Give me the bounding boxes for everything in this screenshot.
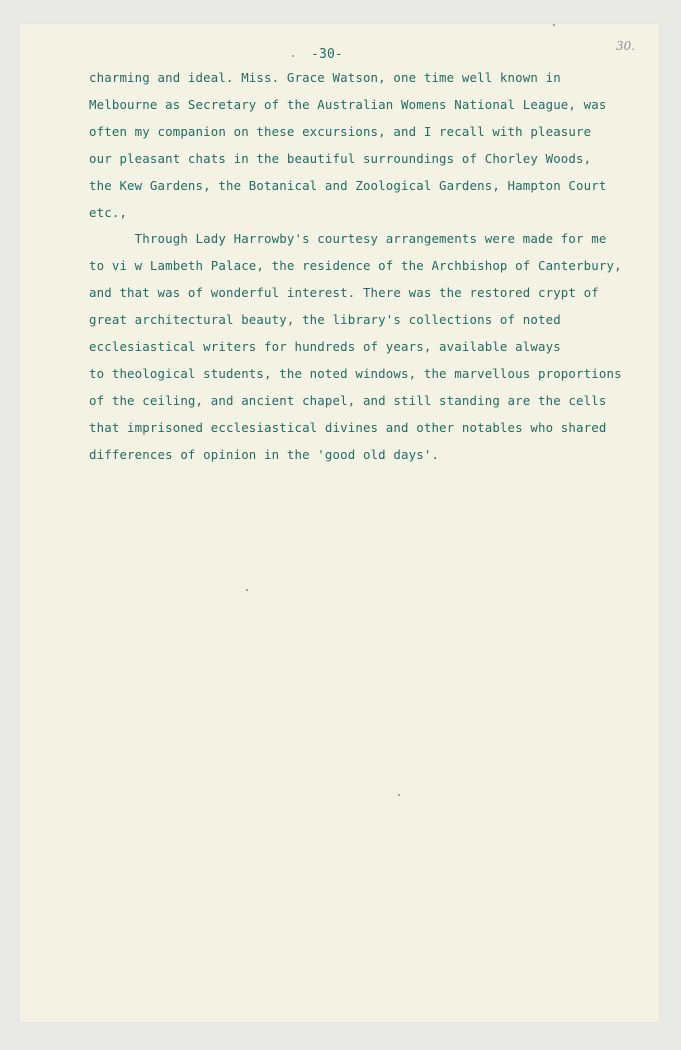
text-line: charming and ideal. Miss. Grace Watson, one time well known in bbox=[89, 70, 561, 85]
paper-speck bbox=[246, 589, 248, 591]
text-line: Melbourne as Secretary of the Australian Womens National League, was bbox=[89, 97, 607, 112]
paper-speck bbox=[292, 55, 294, 57]
typed-letter-page bbox=[20, 24, 659, 1022]
text-line: great architectural beauty, the library's collections of noted bbox=[89, 312, 561, 327]
text-line: etc., bbox=[89, 205, 128, 220]
text-line: that imprisoned ecclesiastical divines and other notables who shared bbox=[89, 420, 607, 435]
text-line: and that was of wonderful interest. There was the restored crypt of bbox=[89, 285, 599, 300]
text-line: ecclesiastical writers for hundreds of years, available always bbox=[89, 339, 561, 354]
paper-speck bbox=[398, 794, 400, 796]
paragraph-excursions bbox=[89, 64, 649, 226]
page-number: -30- bbox=[311, 47, 343, 62]
text-line: to theological students, the noted windows, the marvellous proportions bbox=[89, 366, 622, 381]
text-line: differences of opinion in the 'good old days'. bbox=[89, 447, 440, 462]
handwritten-page-number: 30. bbox=[616, 39, 636, 53]
text-line: our pleasant chats in the beautiful surroundings of Chorley Woods, bbox=[89, 151, 592, 166]
text-line: the Kew Gardens, the Botanical and Zoological Gardens, Hampton Court bbox=[89, 178, 607, 193]
text-line: of the ceiling, and ancient chapel, and still standing are the cells bbox=[89, 393, 607, 408]
paragraph-lambeth-palace bbox=[89, 225, 649, 468]
text-line: Through Lady Harrowby's courtesy arrangements were made for me bbox=[89, 231, 607, 246]
paper-speck bbox=[553, 24, 555, 26]
text-line: to vi w Lambeth Palace, the residence of the Archbishop of Canterbury, bbox=[89, 258, 622, 273]
text-line: often my companion on these excursions, and I recall with pleasure bbox=[89, 124, 592, 139]
